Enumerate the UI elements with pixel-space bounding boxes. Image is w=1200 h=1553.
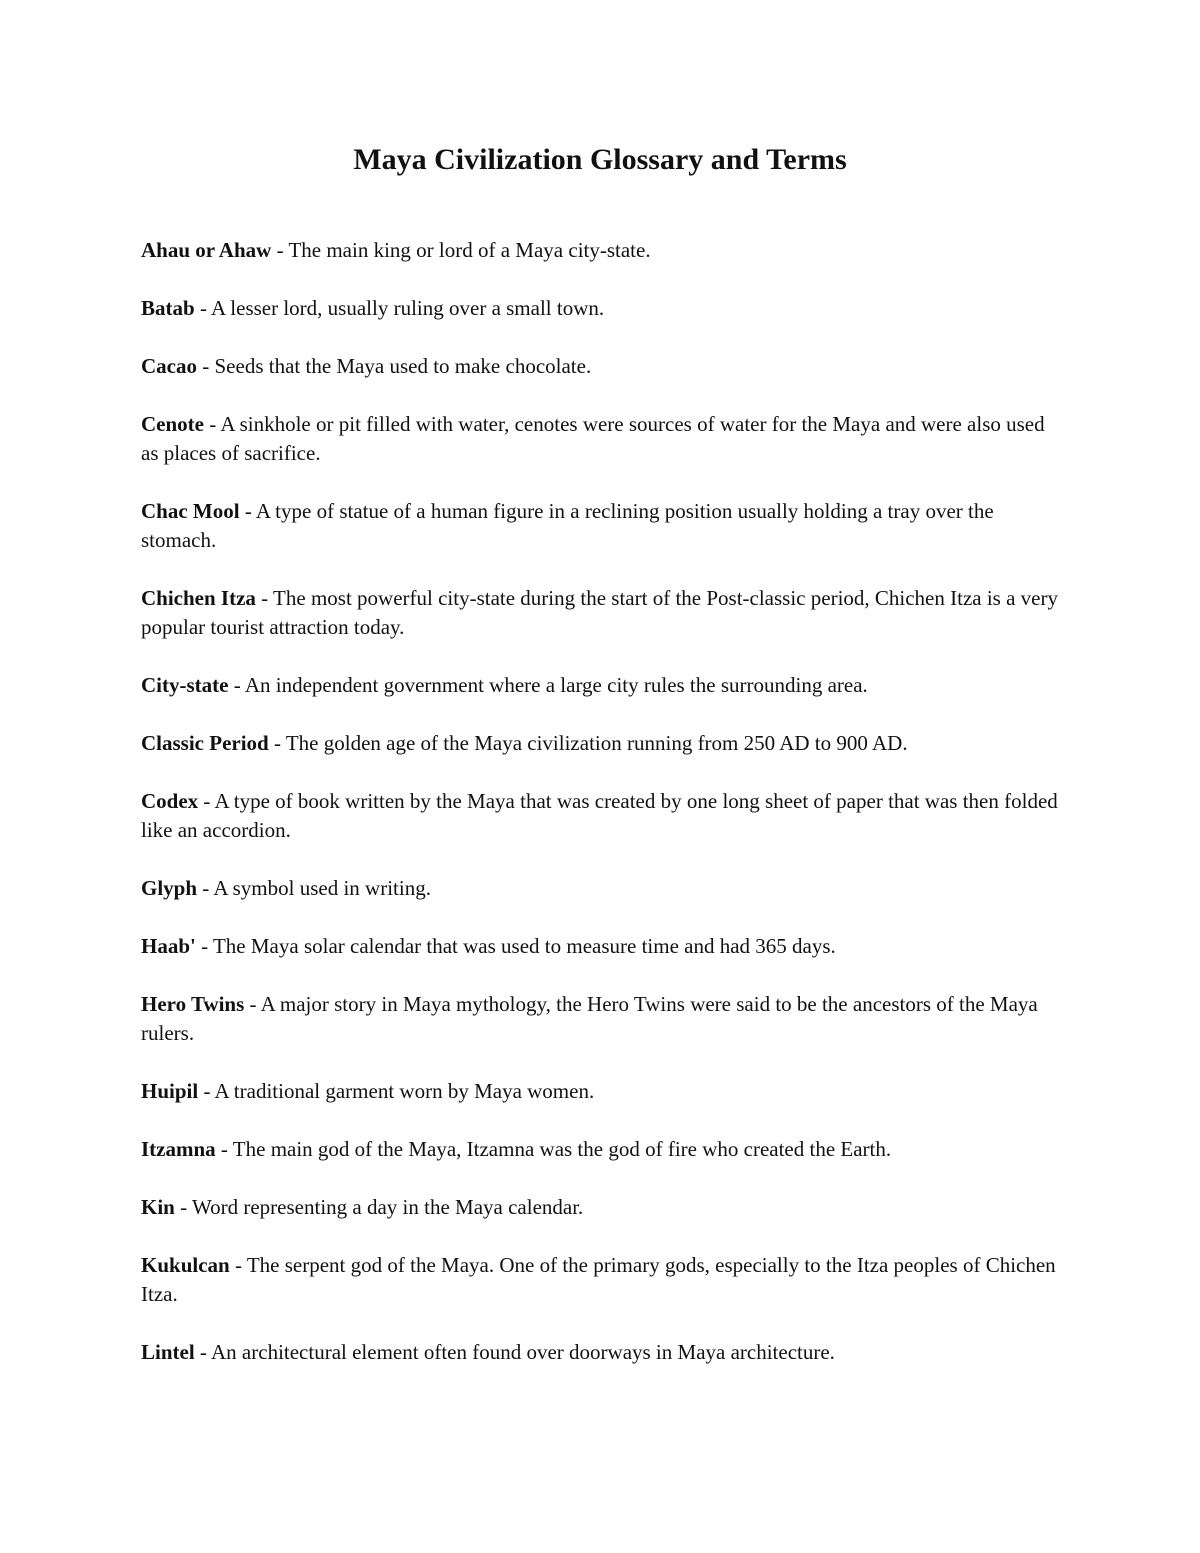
- glossary-entry: [141, 352, 1066, 381]
- glossary-term: Chac Mool: [141, 499, 240, 523]
- glossary-term: Cenote: [141, 412, 204, 436]
- glossary-definition: The Maya solar calendar that was used to measure time and had 365 days.: [212, 934, 836, 958]
- glossary-separator: -: [195, 934, 213, 958]
- glossary-term: Chichen Itza: [141, 586, 256, 610]
- glossary-entry: [141, 1077, 1066, 1106]
- glossary-separator: -: [197, 354, 215, 378]
- glossary-term: Cacao: [141, 354, 197, 378]
- glossary-entry: [141, 671, 1066, 700]
- glossary-separator: -: [203, 412, 221, 436]
- glossary-entry: [141, 1251, 1066, 1309]
- glossary-separator: -: [174, 1195, 192, 1219]
- glossary-entry: [141, 1338, 1066, 1367]
- glossary-separator: -: [255, 586, 274, 610]
- glossary-term: Huipil: [141, 1079, 199, 1103]
- glossary-separator: -: [268, 731, 286, 755]
- glossary-separator: -: [228, 673, 245, 697]
- glossary-entry: [141, 497, 1066, 555]
- glossary-term: Hero Twins: [141, 992, 245, 1016]
- glossary-definition: A type of statue of a human figure in a reclining position usually holding a tray over the stomach.: [141, 499, 994, 552]
- glossary-definition: Seeds that the Maya used to make chocolate.: [214, 354, 592, 378]
- glossary-term: Lintel: [141, 1340, 195, 1364]
- glossary-definition: The most powerful city-state during the start of the Post-classic period, Chichen Itza is a very popular tourist attraction today.: [141, 586, 1058, 639]
- glossary-entry: [141, 1135, 1066, 1164]
- glossary-entry: [141, 236, 1066, 265]
- glossary-entry: [141, 294, 1066, 323]
- glossary-entry: [141, 787, 1066, 845]
- glossary-list: [141, 236, 1066, 1396]
- page-title: Maya Civilization Glossary and Terms: [353, 143, 847, 176]
- glossary-entry: [141, 932, 1066, 961]
- glossary-term: Itzamna: [141, 1137, 216, 1161]
- glossary-separator: -: [244, 992, 261, 1016]
- glossary-definition: A sinkhole or pit filled with water, cenotes were sources of water for the Maya and were also used as places of sacrifice.: [141, 412, 1045, 465]
- glossary-term: Haab': [141, 934, 196, 958]
- glossary-entry: [141, 874, 1066, 903]
- glossary-definition: A symbol used in writing.: [213, 876, 431, 900]
- glossary-separator: -: [198, 789, 215, 813]
- glossary-term: Codex: [141, 789, 199, 813]
- glossary-definition: An architectural element often found over doorways in Maya architecture.: [211, 1340, 835, 1364]
- glossary-definition: The main king or lord of a Maya city-state.: [288, 238, 651, 262]
- glossary-entry: [141, 1193, 1066, 1222]
- glossary-definition: The golden age of the Maya civilization running from 250 AD to 900 AD.: [285, 731, 908, 755]
- glossary-definition: A type of book written by the Maya that was created by one long sheet of paper that was then folded like an accordion.: [141, 789, 1058, 842]
- glossary-term: Ahau or Ahaw: [141, 238, 272, 262]
- glossary-definition: The main god of the Maya, Itzamna was the god of fire who created the Earth.: [232, 1137, 892, 1161]
- glossary-definition: Word representing a day in the Maya calendar.: [191, 1195, 584, 1219]
- glossary-separator: -: [194, 1340, 212, 1364]
- glossary-entry: [141, 990, 1066, 1048]
- glossary-term: City-state: [141, 673, 229, 697]
- glossary-entry: [141, 410, 1066, 468]
- glossary-term: Glyph: [141, 876, 198, 900]
- glossary-separator: -: [229, 1253, 247, 1277]
- glossary-separator: -: [197, 876, 214, 900]
- glossary-separator: -: [198, 1079, 215, 1103]
- glossary-entry: [141, 584, 1066, 642]
- glossary-separator: -: [194, 296, 212, 320]
- glossary-term: Classic Period: [141, 731, 269, 755]
- glossary-term: Kin: [141, 1195, 175, 1219]
- glossary-separator: -: [271, 238, 289, 262]
- glossary-definition: A traditional garment worn by Maya women.: [214, 1079, 595, 1103]
- glossary-term: Kukulcan: [141, 1253, 230, 1277]
- glossary-definition: A major story in Maya mythology, the Hero Twins were said to be the ancestors of the Maya rulers.: [141, 992, 1038, 1045]
- glossary-separator: -: [239, 499, 256, 523]
- glossary-separator: -: [215, 1137, 233, 1161]
- glossary-entry: [141, 729, 1066, 758]
- glossary-definition: An independent government where a large city rules the surrounding area.: [244, 673, 868, 697]
- glossary-definition: The serpent god of the Maya. One of the primary gods, especially to the Itza peoples of Chichen Itza.: [141, 1253, 1056, 1306]
- glossary-term: Batab: [141, 296, 195, 320]
- glossary-definition: A lesser lord, usually ruling over a small town.: [211, 296, 605, 320]
